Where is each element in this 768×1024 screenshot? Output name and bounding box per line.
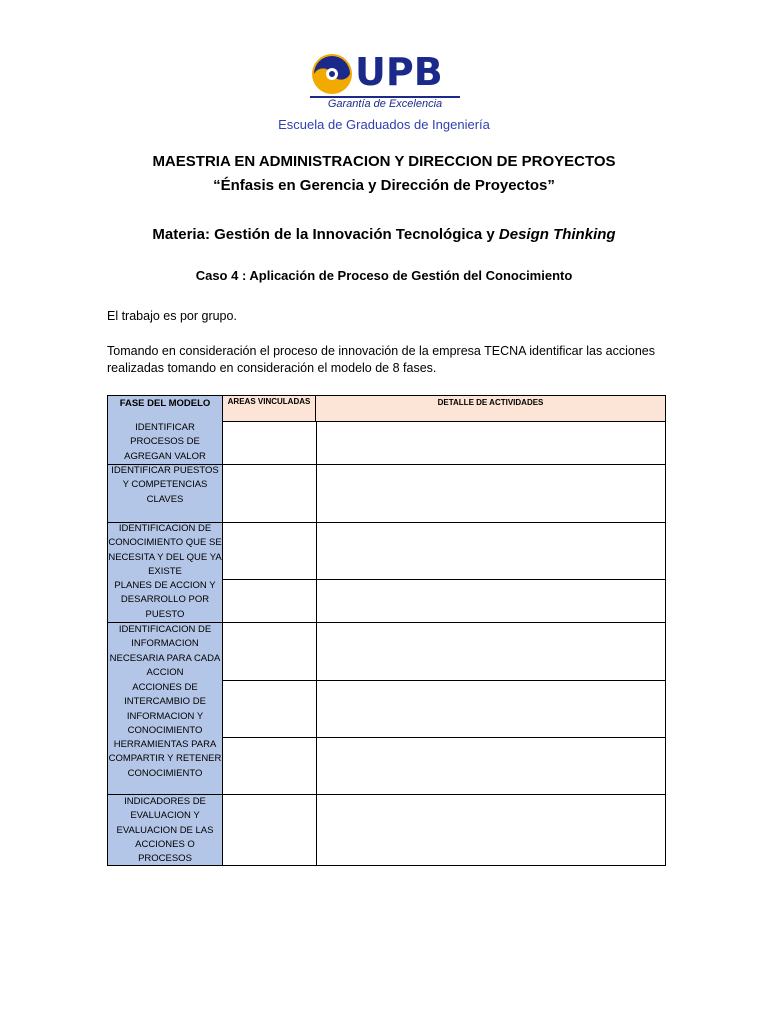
row-divider — [223, 622, 665, 623]
upb-swirl-icon — [310, 52, 354, 96]
phase-4: PLANES DE ACCION Y DESARROLLO POR PUESTO — [114, 580, 216, 620]
row-divider — [223, 464, 665, 465]
instruction-group: El trabajo es por grupo. — [107, 309, 237, 323]
phase-row-divider — [108, 522, 223, 523]
row-divider — [223, 579, 665, 580]
program-title: MAESTRIA EN ADMINISTRACION Y DIRECCION DE PROYECTOS — [152, 153, 616, 170]
header-areas: AREAS VINCULADAS — [223, 396, 316, 422]
phase-row-divider — [108, 464, 223, 465]
instruction-task: Tomando en consideración el proceso de innovación de la empresa TECNA identificar las acciones realizadas tomando en consideración el modelo de 8 fases. — [107, 344, 655, 375]
program-emphasis: “Énfasis en Gerencia y Dirección de Proyectos” — [213, 177, 555, 194]
phase-6: ACCIONES DE INTERCAMBIO DE INFORMACION Y CONOCIMIENTO — [124, 682, 206, 736]
logo-tagline: Garantía de Excelencia — [327, 98, 443, 110]
phase-5: IDENTIFICACION DE INFORMACION NECESARIA PARA CADA ACCION — [109, 624, 221, 678]
phase-row-divider — [108, 622, 223, 623]
phase-row-divider — [108, 794, 223, 795]
phases-table — [107, 395, 666, 866]
phase-3: IDENTIFICACION DE CONOCIMIENTO QUE SE NECESITA Y DEL QUE YA EXISTE — [108, 523, 222, 577]
column-divider — [316, 422, 317, 865]
logo-brand: UPB — [355, 50, 443, 94]
row-divider — [223, 794, 665, 795]
case-title: Caso 4 : Aplicación de Proceso de Gestión del Conocimiento — [195, 268, 573, 283]
phase-1: IDENTIFICAR PROCESOS DE AGREGAN VALOR — [124, 422, 206, 462]
school-name: Escuela de Graduados de Ingeniería — [278, 117, 490, 132]
course-title — [0, 226, 768, 243]
course-prefix: Materia: Gestión de la Innovación Tecnológica y — [152, 226, 499, 243]
row-divider — [223, 522, 665, 523]
header-fase: FASE DEL MODELO — [119, 398, 211, 409]
phase-8: INDICADORES DE EVALUACION Y EVALUACION DE LAS ACCIONES O PROCESOS — [116, 796, 214, 865]
phase-2: IDENTIFICAR PUESTOS Y COMPETENCIAS CLAVES — [111, 465, 219, 505]
phase-7: HERRAMIENTAS PARA COMPARTIR Y RETENER CONOCIMIENTO — [108, 739, 222, 779]
upb-logo — [310, 50, 460, 112]
header-detalle: DETALLE DE ACTIVIDADES — [316, 396, 665, 422]
row-divider — [223, 680, 665, 681]
course-italic: Design Thinking — [498, 226, 616, 243]
row-divider — [223, 737, 665, 738]
